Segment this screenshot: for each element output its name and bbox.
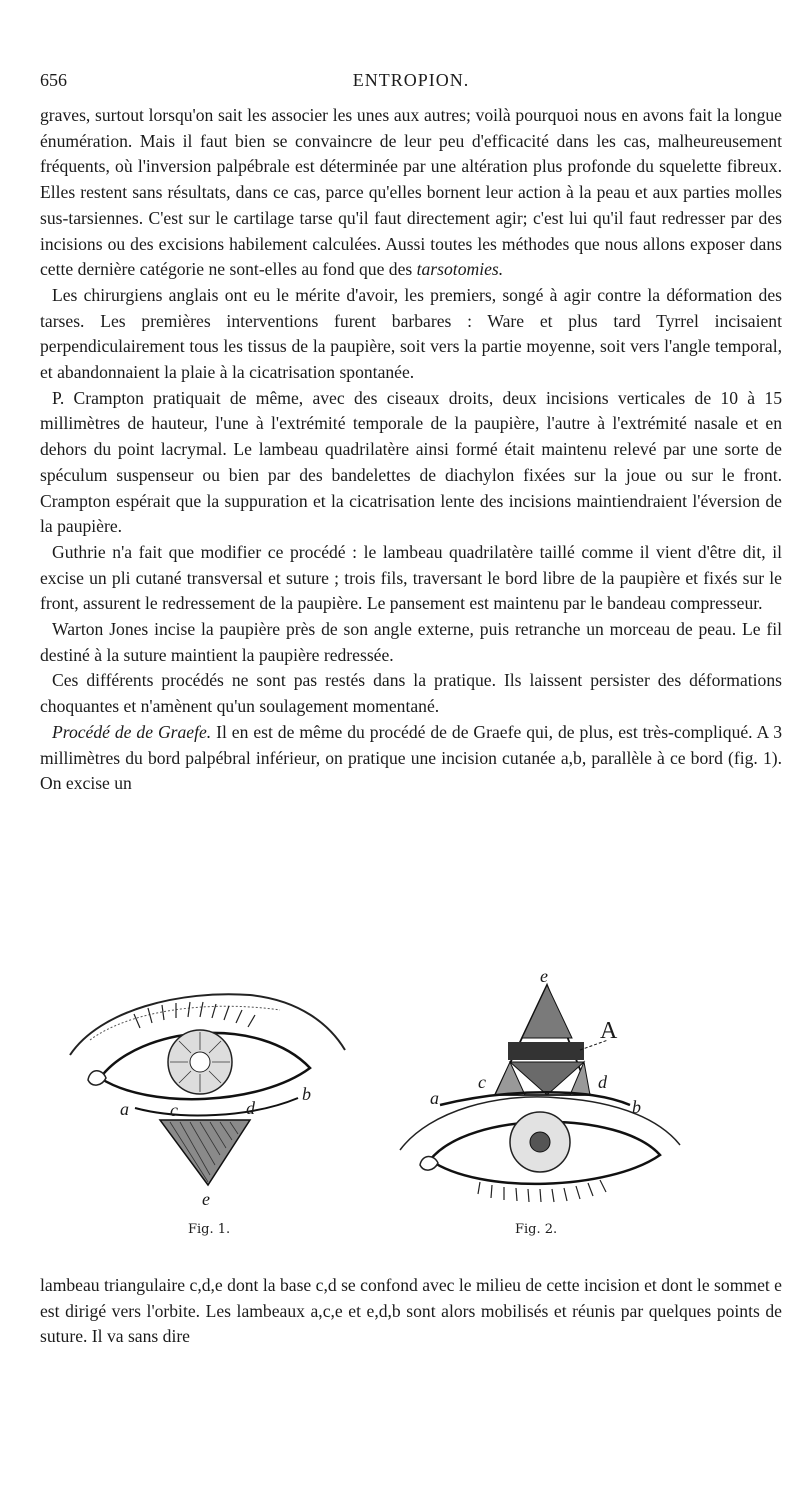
fig1-label-b: b [302, 1084, 311, 1104]
fig1-label-c: c [170, 1100, 178, 1120]
main-text-top [40, 103, 782, 797]
graefe-heading: Procédé de de Graefe. [52, 721, 212, 742]
paragraph-1-text: graves, surtout lorsqu'on sait les associer les unes aux autres; voilà pourquoi nous en avons fait la longue énumération. Mais il faut bien se convaincre de leur peu d'efficacité dans les cas, malheureusement fréquents, où l'inversion palpébrale est déterminée par une altération plus profonde du squelette fibreux. Elles restent sans résultats, dans ce cas, parce qu'elles bornent leur action à la peau et aux parties molles sus-tarsiennes. C'est sur le cartilage tarse qu'il faut directement agir; c'est lui qu'il faut redresser par des incisions ou des excisions habilement calculées. Aussi toutes les méthodes que nous allons exposer dans cette dernière catégorie ne sont-elles au fond que des [40, 105, 782, 280]
fig2-label-A: A [600, 1018, 618, 1044]
paragraph-2: Les chirurgiens anglais ont eu le mérite d'avoir, les premiers, songé à agir contre la déformation des tarses. Les premières interventions furent barbares : Ware et plus tard Tyrrel incisaient perpendiculairement tous les tissus de la paupière, soit vers la partie moyenne, soit vers l'angle temporal, et abandonnaient la plaie à la cicatrisation spontanée. [40, 284, 782, 383]
running-title: ENTROPION. [352, 70, 470, 90]
paragraph-4: Guthrie n'a fait que modifier ce procédé : le lambeau quadrilatère taillé comme il vient d'être dit, il excise un pli cutané transversal et suture ; trois fils, traversant le bord libre de la paupière et fixés sur le front, assurent le redressement de la paupière. Le pansement est maintenu par le bandeau compresseur. [40, 541, 782, 614]
paragraph-1 [40, 103, 782, 283]
paragraph-3: P. Crampton pratiquait de même, avec des ciseaux droits, deux incisions verticales de 10 à 15 millimètres de hauteur, l'une à l'extrémité temporale de la paupière, l'autre à l'extrémité nasale et en dehors du point lacrymal. Le lambeau quadrilatère ainsi formé était maintenu relevé par une sorte de spéculum suspenseur ou bien par des bandelettes de diachylon fixées sur la joue ou sur le front. Crampton espérait que la suppuration et la cicatrisation lente des incisions maintiendraient l'éversion de la paupière. [40, 387, 782, 537]
paragraph-6: Ces différents procédés ne sont pas restés dans la pratique. Ils laissent persister des déformations choquantes et n'amènent qu'un soulagement momentané. [40, 670, 782, 717]
paragraph-5: Warton Jones incise la paupière près de son angle externe, puis retranche un morceau de peau. Le fil destiné à la suture maintient la paupière redressée. [40, 619, 782, 665]
graefe-text: Il en est de même du procédé de de Graefe qui, de plus, est très-compliqué. A 3 millimètres du bord palpébral inférieur, on pratique une incision cutanée a,b, parallèle à ce bord (fig. 1). On excise un [40, 721, 782, 794]
tarsotomies-italic: tarsotomies. [416, 259, 504, 280]
fig2-label-b: b [632, 1097, 641, 1117]
figure-2-caption: Fig. 2. [515, 1222, 558, 1237]
fig1-label-e: e [202, 1189, 210, 1209]
figure-1-caption: Fig. 1. [188, 1222, 231, 1237]
main-text-bottom [40, 1273, 782, 1350]
figure-1 [60, 970, 365, 1260]
figure-2 [390, 970, 720, 1260]
fig2-label-d: d [598, 1072, 607, 1092]
figure-1-drawing [60, 970, 365, 1220]
figure-2-drawing [390, 970, 720, 1220]
fig1-label-d: d [246, 1098, 255, 1118]
running-header [40, 70, 782, 98]
fig2-label-a: a [430, 1088, 439, 1108]
paragraph-bottom: lambeau triangulaire c,d,e dont la base c,d se confond avec le milieu de cette incision et dont le sommet e est dirigé vers l'orbite. Les lambeaux a,c,e et e,d,b sont alors mobilisés et réunis par quelques points de suture. Il va sans dire [40, 1275, 782, 1347]
paragraph-graefe [40, 720, 782, 797]
fig2-label-e: e [540, 970, 548, 986]
page-number: 656 [40, 70, 67, 90]
fig1-label-a: a [120, 1099, 129, 1119]
fig2-label-c: c [478, 1072, 486, 1092]
